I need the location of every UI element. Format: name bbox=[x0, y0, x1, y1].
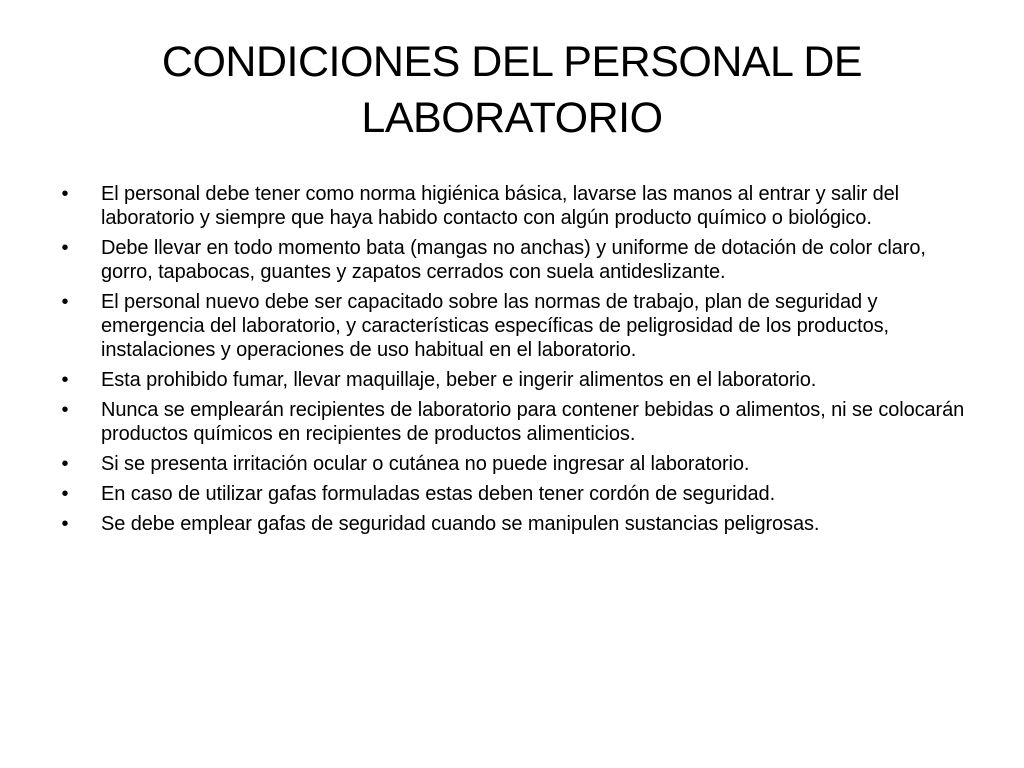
bullet-icon: • bbox=[61, 399, 69, 421]
bullet-text: Esta prohibido fumar, llevar maquillaje, beber e ingerir alimentos en el laboratorio. bbox=[101, 369, 817, 391]
bullet-item bbox=[58, 182, 970, 230]
bullet-text: Se debe emplear gafas de seguridad cuando se manipulen sustancias peligrosas. bbox=[101, 513, 820, 535]
bullet-text: Si se presenta irritación ocular o cutánea no puede ingresar al laboratorio. bbox=[101, 453, 750, 475]
bullet-text: El personal debe tener como norma higiénica básica, lavarse las manos al entrar y salir del laboratorio y siempre que haya habido contacto con algún producto químico o biológico. bbox=[101, 183, 899, 229]
bullet-item bbox=[58, 236, 970, 284]
bullet-item bbox=[58, 290, 970, 362]
bullet-icon: • bbox=[61, 291, 69, 313]
slide-title: CONDICIONES DEL PERSONAL DE LABORATORIO bbox=[161, 38, 863, 142]
bullet-icon: • bbox=[61, 369, 69, 391]
bullet-item bbox=[58, 368, 970, 392]
bullet-item bbox=[58, 452, 970, 476]
bullet-icon: • bbox=[61, 513, 69, 535]
bullet-icon: • bbox=[61, 183, 69, 205]
bullet-text: Nunca se emplearán recipientes de laboratorio para contener bebidas o alimentos, ni se colocarán productos químicos en recipientes de productos alimenticios. bbox=[101, 399, 965, 445]
bullet-icon: • bbox=[61, 483, 69, 505]
bullet-text: En caso de utilizar gafas formuladas estas deben tener cordón de seguridad. bbox=[101, 483, 776, 505]
bullet-list bbox=[58, 182, 970, 542]
bullet-text: Debe llevar en todo momento bata (mangas no anchas) y uniforme de dotación de color claro, gorro, tapabocas, guantes y zapatos cerrados con suela antideslizante. bbox=[101, 237, 926, 283]
bullet-item bbox=[58, 512, 970, 536]
bullet-icon: • bbox=[61, 453, 69, 475]
bullet-item bbox=[58, 482, 970, 506]
bullet-item bbox=[58, 398, 970, 446]
bullet-icon: • bbox=[61, 237, 69, 259]
bullet-text: El personal nuevo debe ser capacitado sobre las normas de trabajo, plan de seguridad y emergencia del laboratorio, y características específicas de peligrosidad de los productos, instalaciones y operaciones de uso habitual en el laboratorio. bbox=[101, 291, 889, 361]
